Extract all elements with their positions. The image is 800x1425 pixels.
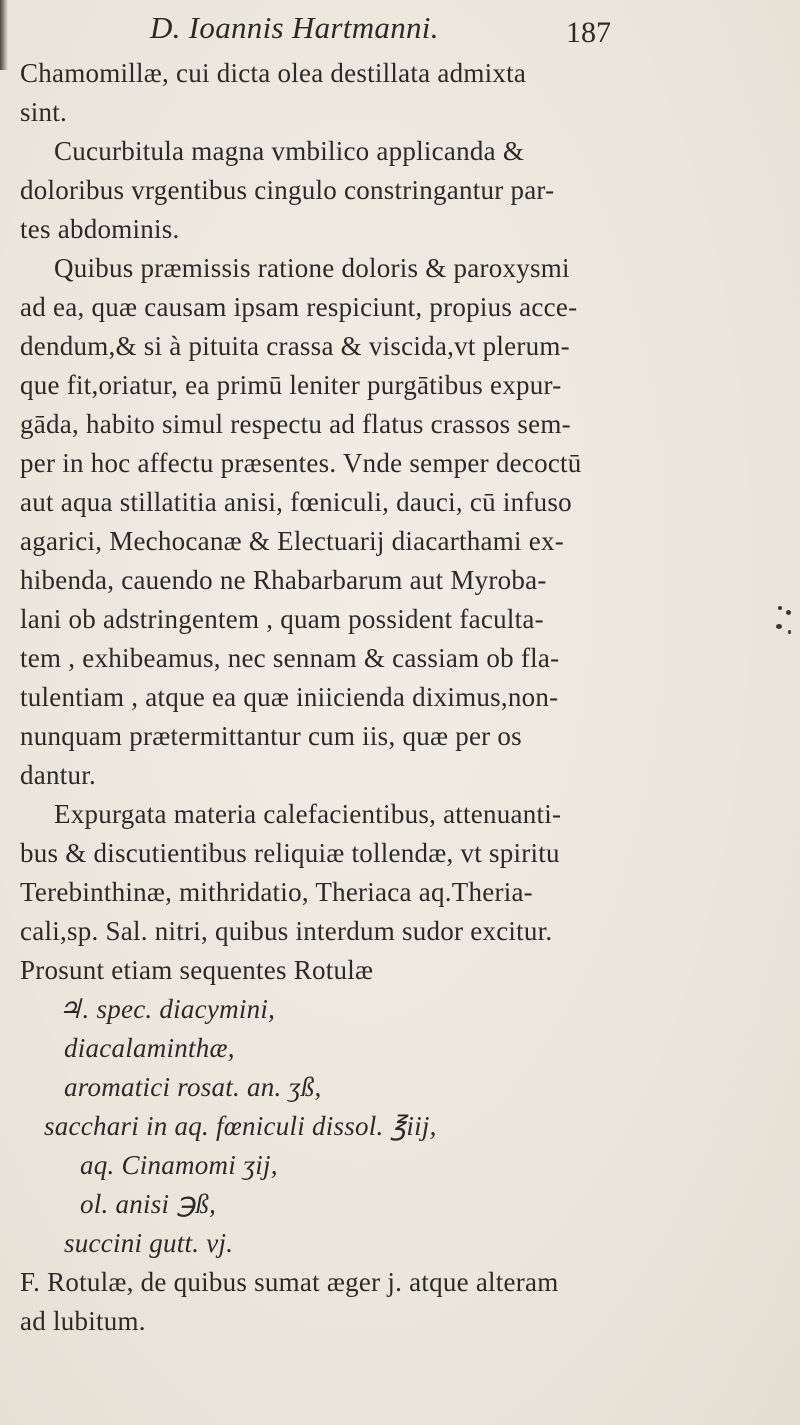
text-line: aut aqua stillatitia anisi, fœniculi, dauci, cū infuso	[20, 487, 572, 517]
running-head	[0, 10, 800, 54]
text-line: tulentiam , atque ea quæ iniicienda diximus,non-	[20, 682, 559, 712]
recipe-line: ♃. spec. diacymini,	[58, 994, 276, 1024]
text-line: doloribus vrgentibus cingulo constringantur par-	[20, 175, 555, 205]
paragraph-start-line: Quibus præmissis ratione doloris & paroxysmi	[54, 253, 570, 283]
text-line: dendum,& si à pituita crassa & viscida,vt plerum-	[20, 331, 570, 361]
text-line: gāda, habito simul respectu ad flatus crassos sem-	[20, 409, 571, 439]
text-line: bus & discutientibus reliquiæ tollendæ, vt spiritu	[20, 838, 560, 868]
recipe-line: aromatici rosat. an. ʒß,	[64, 1072, 322, 1102]
recipe-line: aq. Cinamomi ʒij,	[80, 1150, 278, 1180]
recipe-line: ol. anisi ℈ß,	[80, 1189, 217, 1219]
paragraph-start-line: Expurgata materia calefacientibus, attenuanti-	[54, 799, 562, 829]
body-text	[20, 54, 680, 1341]
text-line: tes abdominis.	[20, 214, 180, 244]
text-line: dantur.	[20, 760, 96, 790]
recipe-block	[20, 990, 680, 1263]
text-line: que fit,oriatur, ea primū leniter purgātibus expur-	[20, 370, 562, 400]
text-line: lani ob adstringentem , quam possident faculta-	[20, 604, 544, 634]
text-line: cali,sp. Sal. nitri, quibus interdum sudor excitur.	[20, 916, 553, 946]
page-number: 187	[566, 16, 611, 49]
text-line: hibenda, cauendo ne Rhabarbarum aut Myroba-	[20, 565, 547, 595]
text-line: ad ea, quæ causam ipsam respiciunt, propius acce-	[20, 292, 578, 322]
text-line: ad lubitum.	[20, 1306, 146, 1336]
text-line: nunquam prætermittantur cum iis, quæ per os	[20, 721, 522, 751]
ink-specks	[768, 600, 798, 650]
paragraph-start-line: Cucurbitula magna vmbilico applicanda &	[54, 136, 525, 166]
recipe-line: diacalaminthæ,	[64, 1033, 235, 1063]
text-line: sint.	[20, 97, 68, 127]
text-line: Chamomillæ, cui dicta olea destillata admixta	[20, 58, 527, 88]
text-line: Terebinthinæ, mithridatio, Theriaca aq.Theria-	[20, 877, 533, 907]
text-line: agarici, Mechocanæ & Electuarij diacarthami ex-	[20, 526, 564, 556]
text-line: F. Rotulæ, de quibus sumat æger j. atque alteram	[20, 1267, 559, 1297]
text-line: Prosunt etiam sequentes Rotulæ	[20, 955, 374, 985]
text-line: per in hoc affectu præsentes. Vnde semper decoctū	[20, 448, 582, 478]
recipe-line: sacchari in aq. fœniculi dissol. ℥iij,	[44, 1111, 437, 1141]
recipe-line: succini gutt. vj.	[64, 1228, 234, 1258]
running-title: D. Ioannis Hartmanni.	[150, 10, 439, 45]
text-line: tem , exhibeamus, nec sennam & cassiam ob fla-	[20, 643, 560, 673]
